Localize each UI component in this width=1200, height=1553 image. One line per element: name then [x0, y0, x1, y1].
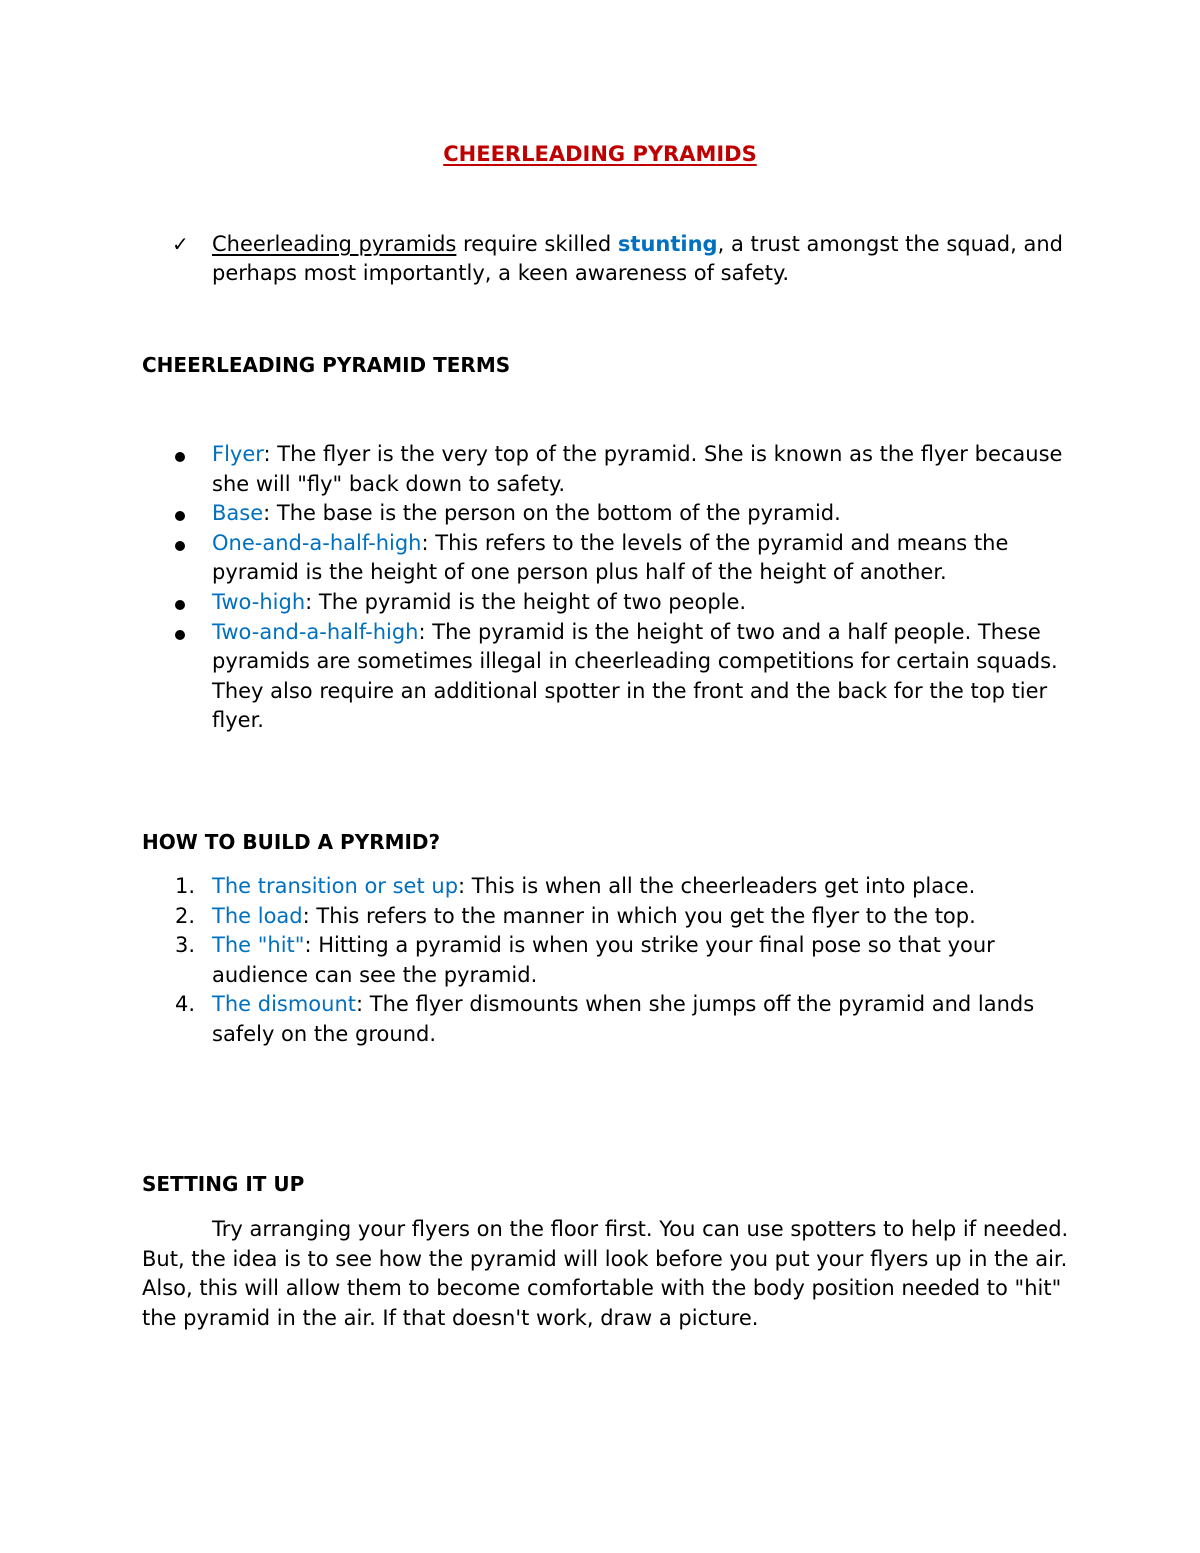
- step-name: The dismount: [212, 992, 356, 1017]
- term-description: : The pyramid is the height of two people.: [305, 589, 747, 614]
- build-heading: HOW TO BUILD A PYRMID?: [142, 830, 441, 854]
- step-name: The load: [212, 903, 303, 928]
- term-description: : The flyer is the very top of the pyramid. She is known as the flyer because she will "fly" back down to safety.: [212, 442, 1063, 496]
- check-mark-icon: ✓: [172, 232, 189, 256]
- bullet-icon: [175, 600, 185, 610]
- bullet-icon: [175, 541, 185, 551]
- step-description: : Hitting a pyramid is when you strike your final pose so that your audience can see the pyramid.: [212, 933, 995, 987]
- step-name: The transition or set up: [212, 874, 459, 898]
- term-item: [142, 618, 1072, 736]
- intro-text: [212, 230, 1072, 288]
- intro-text-after: , a trust amongst the squad, and perhaps most importantly, a keen awareness of safety.: [212, 232, 1063, 285]
- term-name: Flyer: [212, 442, 264, 466]
- term-description: : This refers to the levels of the pyramid and means the pyramid is the height of one person plus half of the height of another.: [212, 530, 1009, 585]
- term-item: [142, 529, 1072, 588]
- step-description: : This refers to the manner in which you get the flyer to the top.: [302, 903, 976, 928]
- bullet-icon: [175, 511, 185, 521]
- step-description: : This is when all the cheerleaders get into place.: [458, 874, 976, 898]
- term-name: One-and-a-half-high: [212, 530, 422, 555]
- bullet-icon: [175, 630, 185, 640]
- step-description: : The flyer dismounts when she jumps off the pyramid and lands safely on the ground.: [212, 992, 1035, 1046]
- intro-checklist-item: [172, 230, 1072, 288]
- terms-list: [142, 440, 1072, 736]
- setup-heading: SETTING IT UP: [142, 1172, 305, 1196]
- document-title: CHEERLEADING PYRAMIDS: [443, 142, 757, 166]
- step-number: 1.: [175, 874, 196, 898]
- build-step: [142, 931, 1072, 990]
- build-steps-list: [142, 872, 1072, 1050]
- term-name: Two-high: [212, 589, 306, 614]
- intro-text-before: require skilled: [456, 232, 618, 256]
- term-name: Two-and-a-half-high: [212, 619, 419, 644]
- term-item: [142, 440, 1072, 499]
- build-step: [142, 902, 1072, 932]
- setup-paragraph: Try arranging your flyers on the floor first. You can use spotters to help if needed. But, the idea is to see how the pyramid will look before you put your flyers up in the air. Also, this will allow them to become comfortable with the body position needed to "hit" the pyramid in the air. If that doesn't work, draw a picture.: [142, 1217, 1069, 1330]
- step-number: 2.: [175, 903, 196, 928]
- terms-heading: CHEERLEADING PYRAMID TERMS: [142, 353, 511, 377]
- step-name: The "hit": [212, 933, 305, 958]
- term-description: : The pyramid is the height of two and a half people. These pyramids are sometimes illegal in cheerleading competitions for certain squads. They also require an additional spotter in the front and the back for the top tier flyer.: [212, 619, 1058, 733]
- term-item: [142, 499, 1072, 529]
- intro-keyword: stunting: [617, 232, 718, 256]
- step-number: 3.: [175, 933, 196, 958]
- term-description: : The base is the person on the bottom of the pyramid.: [263, 501, 841, 526]
- term-item: [142, 588, 1072, 618]
- term-name: Base: [212, 501, 264, 526]
- bullet-icon: [175, 452, 185, 462]
- step-number: 4.: [175, 992, 196, 1017]
- build-step: [142, 990, 1072, 1049]
- intro-link: Cheerleading pyramids: [212, 232, 457, 256]
- build-step: [142, 872, 1072, 902]
